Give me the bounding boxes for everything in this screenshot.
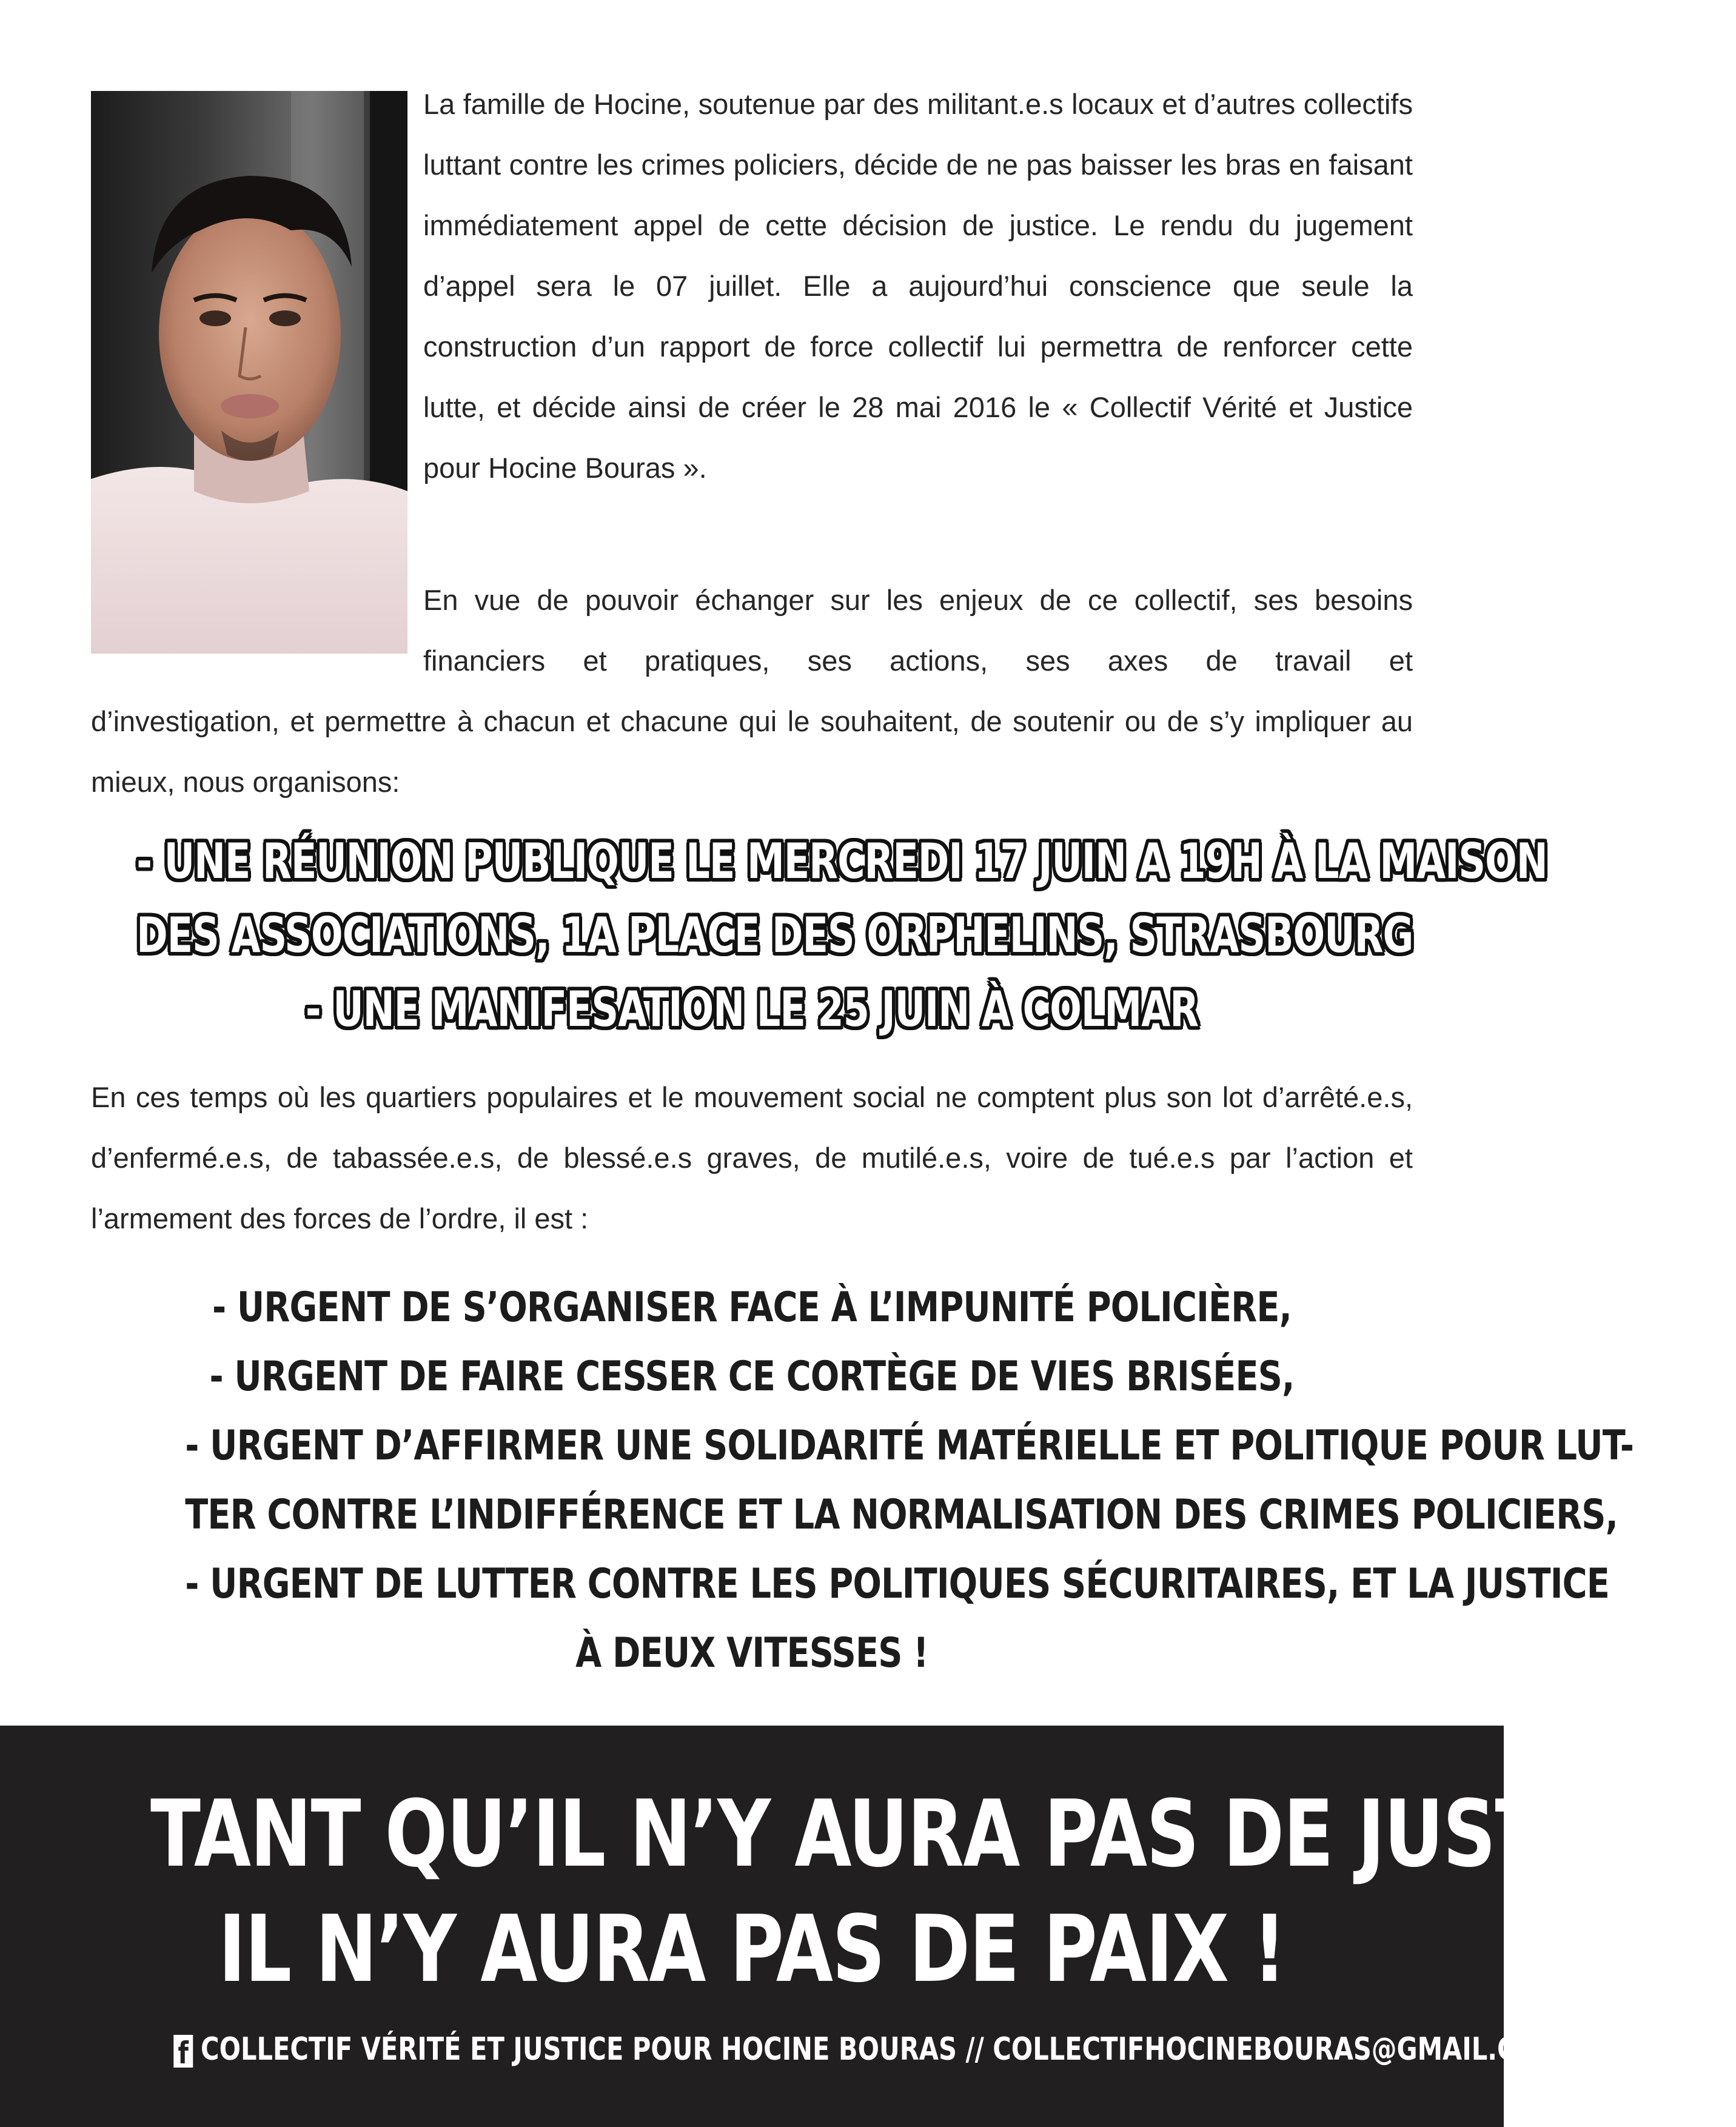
- urgent-line-6: À DEUX VITESSES !: [575, 1629, 928, 1677]
- event-line-3: - UNE MANIFESATION LE 25 JUIN À COLMAR: [305, 981, 1199, 1037]
- intro-paragraph-2a-text: En vue de pouvoir échanger sur les enjeux de ce collectif, ses besoins financiers et pratiques, ses actions, ses axes de travail et: [423, 584, 1413, 677]
- urgent-line-3: - URGENT D’AFFIRMER UNE SOLIDARITÉ MATÉRIELLE ET POLITIQUE POUR LUT-: [185, 1422, 1634, 1470]
- intro-paragraph-2b-text: d’investigation, et permettre à chacun et chacune qui le souhaitent, de soutenir ou de s’y impliquer au mieux, nous organisons:: [91, 705, 1413, 798]
- slogan-line-2: IL N’Y AURA PAS DE PAIX !: [218, 1895, 1285, 2003]
- urgent-line-2: - URGENT DE FAIRE CESSER CE CORTÈGE DE VIES BRISÉES,: [209, 1353, 1295, 1401]
- context-paragraph: [91, 1067, 1413, 1249]
- facebook-icon[interactable]: f: [173, 2035, 193, 2068]
- urgent-demands-list: [61, 1273, 1634, 1688]
- urgent-line-5: - URGENT DE LUTTER CONTRE LES POLITIQUES SÉCURITAIRES, ET LA JUSTICE: [185, 1560, 1610, 1608]
- portrait-photo: [91, 91, 407, 654]
- events-announcement: [36, 825, 1547, 1047]
- intro-paragraph-2b: [91, 691, 1413, 812]
- portrait-illustration: [91, 91, 407, 654]
- collective-name[interactable]: COLLECTIF VÉRITÉ ET JUSTICE POUR HOCINE BOURAS: [201, 2031, 957, 2068]
- context-paragraph-text: En ces temps où les quartiers populaires et le mouvement social ne comptent plus son lot d’arrêté.e.s, d’enfermé.e.s, de tabassée.e.s, de blessé.e.s graves, de mutilé.e.s, voire de tué.e.s par l’action et l’armement des forces de l’ordre, il est :: [91, 1081, 1413, 1234]
- contact-separator: //: [965, 2031, 984, 2068]
- urgent-line-1: - URGENT DE S’ORGANISER FACE À L’IMPUNITÉ POLICIÈRE,: [212, 1284, 1292, 1331]
- intro-paragraph-1: [423, 74, 1413, 498]
- slogan-line-1: TANT QU’IL N’Y AURA PAS DE JUSTICE,: [150, 1780, 1701, 1888]
- event-line-2: DES ASSOCIATIONS, 1A PLACE DES ORPHELINS, STRASBOURG: [136, 907, 1413, 963]
- footer-contact: [0, 2025, 1563, 2074]
- intro-paragraph-1-text: La famille de Hocine, soutenue par des militant.e.s locaux et d’autres collectifs luttant contre les crimes policiers, décide de ne pas baisser les bras en faisant immédiatement appel de cette décision de justice. Le rendu du jugement d’appel sera le 07 juillet. Elle a aujourd’hui conscience que seule la construction d’un rapport de force collectif lui permettra de renforcer cette lutte, et décide ainsi de créer le 28 mai 2016 le « Collectif Vérité et Justice pour Hocine Bouras ».: [423, 88, 1413, 484]
- footer-slogan: [0, 1777, 1701, 2007]
- event-line-1: - UNE RÉUNION PUBLIQUE LE MERCREDI 17 JUIN A 19H À LA MAISON: [136, 833, 1547, 889]
- urgent-line-4: TER CONTRE L’INDIFFÉRENCE ET LA NORMALISATION DES CRIMES POLICIERS,: [185, 1491, 1618, 1539]
- contact-email[interactable]: COLLECTIFHOCINEBOURAS@GMAIL.COM: [993, 2031, 1563, 2068]
- intro-paragraph-2a: [423, 570, 1413, 691]
